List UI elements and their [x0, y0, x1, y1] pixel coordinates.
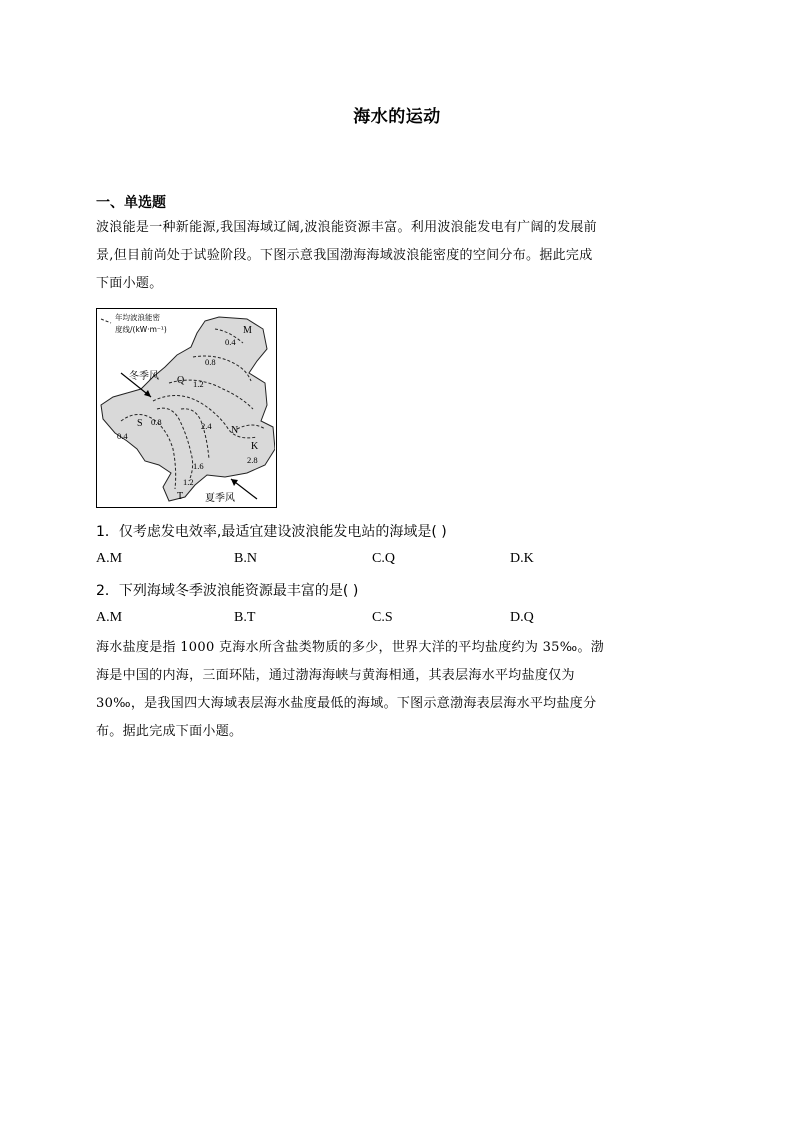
- option-d[interactable]: D.K: [510, 551, 534, 566]
- passage-1: [96, 214, 700, 298]
- summer-wind-arrowhead: [231, 479, 238, 486]
- contour-value: 1.6: [193, 461, 204, 471]
- legend-label: 年均波浪能密: [115, 313, 160, 322]
- passage-2-line: 布。据此完成下面小题。: [96, 724, 243, 739]
- passage-2-line: 海水盐度是指 1000 克海水所含盐类物质的多少，世界大洋的平均盐度约为 35‰。渤: [96, 640, 605, 655]
- passage-1-line: 景,但目前尚处于试验阶段。下图示意我国渤海海域波浪能密度的空间分布。据此完成: [96, 248, 593, 263]
- option-b[interactable]: B.N: [234, 551, 257, 566]
- contour-value: 1.2: [183, 477, 194, 487]
- map-label-T: T: [177, 491, 184, 502]
- question-2: 2．下列海域冬季波浪能资源最丰富的是( ): [96, 583, 359, 599]
- contour-value: 0.8: [151, 417, 162, 427]
- summer-wind-label: 夏季风: [205, 493, 235, 504]
- option-d[interactable]: D.Q: [510, 610, 534, 625]
- passage-1-line: 下面小题。: [96, 276, 163, 291]
- option-a[interactable]: A.M: [96, 610, 123, 625]
- map-label-K: K: [251, 441, 259, 452]
- contour-value: 2.4: [201, 421, 212, 431]
- contour-value: 1.2: [193, 379, 204, 389]
- passage-1-line: 波浪能是一种新能源,我国海域辽阔,波浪能资源丰富。利用波浪能发电有广阔的发展前: [96, 220, 597, 235]
- contour-value: 0.8: [205, 357, 216, 367]
- wave-energy-map: [96, 308, 277, 508]
- legend-label: 度线/(kW·m⁻¹): [115, 325, 167, 334]
- contour-value: 0.4: [225, 337, 236, 347]
- map-label-S: S: [137, 418, 143, 429]
- option-c[interactable]: C.S: [372, 610, 393, 625]
- option-c[interactable]: C.Q: [372, 551, 395, 566]
- passage-2: [96, 634, 700, 746]
- passage-2-line: 海是中国的内海，三面环陆，通过渤海海峡与黄海相通，其表层海水平均盐度仅为: [96, 668, 575, 683]
- passage-2-line: 30‰，是我国四大海域表层海水盐度最低的海域。下图示意渤海表层海水平均盐度分: [96, 696, 597, 711]
- option-a[interactable]: A.M: [96, 551, 123, 566]
- map-label-N: N: [231, 425, 239, 436]
- page-title: 海水的运动: [353, 107, 441, 127]
- contour-value: 2.8: [247, 455, 258, 465]
- map-label-M: M: [243, 325, 252, 336]
- option-b[interactable]: B.T: [234, 610, 256, 625]
- question-1: 1．仅考虑发电效率,最适宜建设波浪能发电站的海域是( ): [96, 524, 447, 540]
- map-svg: [97, 309, 275, 506]
- contour-value: 0.4: [117, 431, 128, 441]
- map-label-Q: Q: [177, 375, 185, 386]
- winter-wind-label: 冬季风: [129, 371, 159, 382]
- section-heading: 一、单选题: [96, 195, 166, 211]
